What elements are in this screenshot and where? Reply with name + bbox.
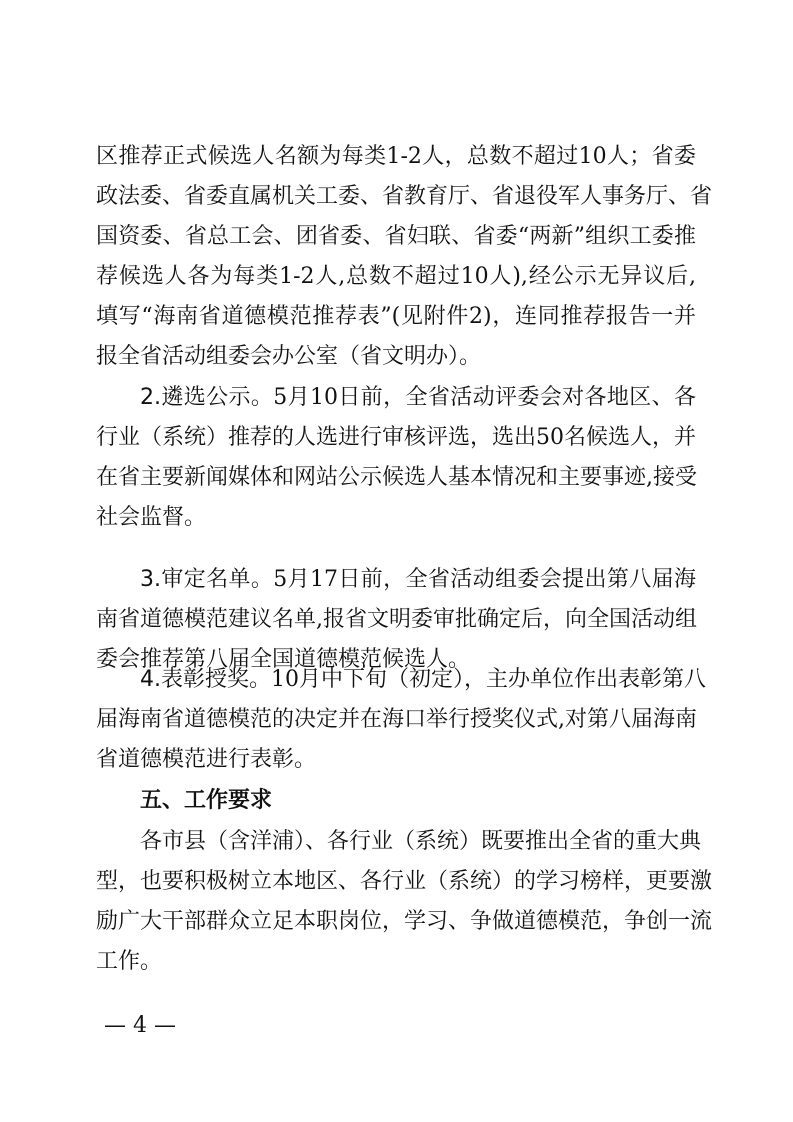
body-text-line: 社会监督。 [96, 505, 207, 530]
body-text-line: 工作。 [96, 949, 163, 974]
body-text-line: 南省道德模范建议名单,报省文明委审批确定后，向全国活动组 [96, 607, 697, 632]
paragraph-first-line: 各市县（含洋浦）、各行业（系统）既要推出全省的重大典 [140, 829, 702, 854]
body-text-line: 国资委、省总工会、团省委、省妇联、省委“两新”组织工委推 [96, 224, 696, 249]
body-text-line: 政法委、省委直属机关工委、省教育厅、省退役军人事务厅、省 [96, 184, 713, 209]
body-text-line: 届海南省道德模范的决定并在海口举行授奖仪式,对第八届海南 [96, 707, 697, 732]
body-text-line: 报全省活动组委会办公室（省文明办）。 [96, 344, 482, 369]
item-text: 10月中下旬（初定），主办单位作出表彰第八 [271, 667, 706, 692]
body-text-line: 填写“海南省道德模范推荐表”(见附件2)，连同推荐报告一并 [96, 304, 696, 329]
body-text-line: 省道德模范进行表彰。 [96, 747, 317, 772]
item-text: 5月17日前，全省活动组委会提出第八届海 [273, 567, 696, 592]
item-text: 5月10日前，全省活动评委会对各地区、各 [273, 385, 696, 410]
body-text-line: 行业（系统）推荐的人选进行审核评选，选出50名候选人，并 [96, 425, 696, 450]
item-label: 3.审定名单。 [140, 567, 274, 592]
body-text-line: 型，也要积极树立本地区、各行业（系统）的学习榜样，更要激 [96, 869, 713, 894]
paragraph-first-line [140, 378, 696, 418]
paragraph-first-line [140, 660, 706, 700]
section-heading: 五、工作要求 [140, 788, 273, 813]
item-label: 2.遴选公示。 [140, 385, 274, 410]
body-text-line: 委会推荐第八届全国道德模范候选人。 [96, 647, 471, 672]
body-text-line: 荐候选人各为每类1-2人,总数不超过10人),经公示无异议后, [96, 264, 696, 289]
body-text-line: 励广大干部群众立足本职岗位，学习、争做道德模范，争创一流 [96, 909, 713, 934]
paragraph-first-line [140, 560, 696, 600]
body-text-line: 在省主要新闻媒体和网站公示候选人基本情况和主要事迹,接受 [96, 465, 697, 490]
item-label: 4.表彰授奖。 [140, 667, 271, 692]
body-text-line: 区推荐正式候选人名额为每类1-2人，总数不超过10人；省委 [96, 144, 696, 169]
page-number: — 4 — [104, 1013, 176, 1038]
